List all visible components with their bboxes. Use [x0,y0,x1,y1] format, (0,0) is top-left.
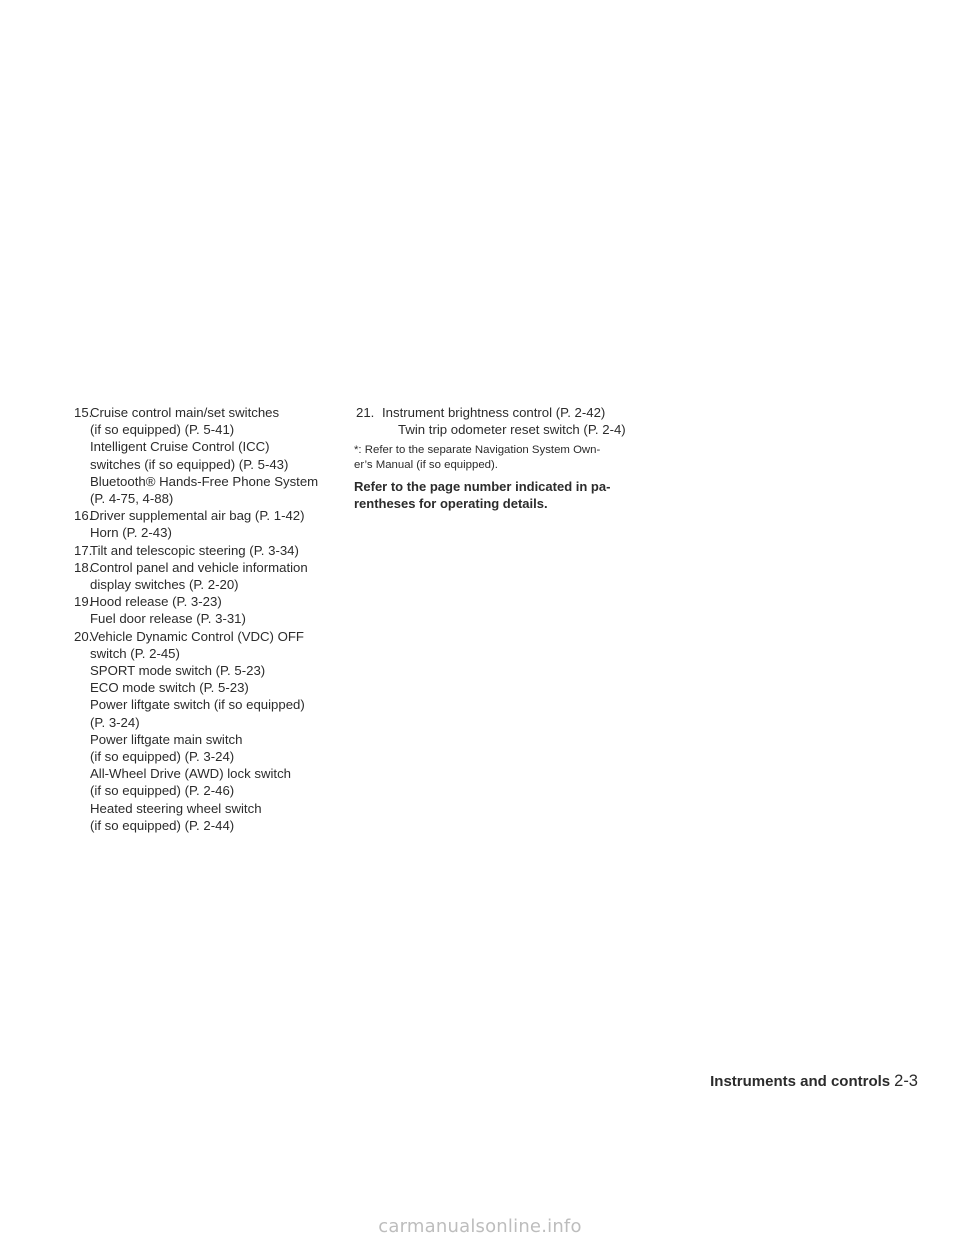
item-number: 20. [74,628,93,644]
note-line: rentheses for operating details. [354,496,548,512]
list-item-16 [74,507,339,541]
item-number: 16. [74,508,93,524]
item-line: (if so equipped) (P. 2-46) [90,783,235,799]
item-line: Control panel and vehicle information [90,559,308,575]
page-number: 2-3 [894,1072,918,1090]
item-line: (P. 3-24) [90,714,140,730]
item-line: Power liftgate switch (if so equipped) [90,697,305,713]
item-line: (if so equipped) (P. 2-44) [90,817,235,833]
item-line: Intelligent Cruise Control (ICC) [90,439,270,455]
item-number: 19. [74,594,93,610]
right-column [354,404,626,512]
item-line: (if so equipped) (P. 5-41) [90,422,235,438]
item-line: Bluetooth® Hands-Free Phone System [90,473,319,489]
item-line: switches (if so equipped) (P. 5-43) [90,456,289,472]
item-line: (if so equipped) (P. 3-24) [90,749,235,765]
list-item-20 [74,628,339,834]
item-number: 18. [74,559,93,575]
item-line: Twin trip odometer reset switch (P. 2-4) [398,422,626,438]
list-item-18 [74,559,339,593]
list-item-21 [354,404,626,438]
note-line: Refer to the page number indicated in pa- [354,479,611,495]
list-item-19 [74,593,339,627]
item-line: Fuel door release (P. 3-31) [90,611,246,627]
item-line: All-Wheel Drive (AWD) lock switch [90,766,292,782]
watermark: carmanualsonline.info [378,1216,582,1237]
item-line: Heated steering wheel switch [90,800,262,816]
item-number: 17. [74,542,93,558]
list-item-15 [74,404,339,507]
footnote-line: *: Refer to the separate Navigation System Own- [354,444,601,457]
item-line: ECO mode switch (P. 5-23) [90,680,249,696]
footnote-line: er’s Manual (if so equipped). [354,458,498,471]
item-line: Horn (P. 2-43) [90,525,172,541]
item-line: Tilt and telescopic steering (P. 3-34) [90,542,299,558]
item-line: (P. 4-75, 4-88) [90,491,174,507]
item-line: Hood release (P. 3-23) [90,594,222,610]
item-line: Instrument brightness control (P. 2-42) [382,405,606,420]
navigation-footnote [354,443,622,472]
item-line: Driver supplemental air bag (P. 1-42) [90,508,305,524]
item-line: Vehicle Dynamic Control (VDC) OFF [90,628,304,644]
left-column [74,404,339,834]
item-number: 21. [356,405,375,420]
section-title: Instruments and controls [710,1073,891,1090]
item-number: 15. [74,405,93,420]
item-line: Power liftgate main switch [90,731,243,747]
item-line: display switches (P. 2-20) [90,577,239,593]
page-reference-note [354,478,622,512]
list-item-17 [74,542,339,559]
item-line: SPORT mode switch (P. 5-23) [90,663,266,679]
page-footer [600,1072,918,1091]
item-line: switch (P. 2-45) [90,645,180,661]
item-line: Cruise control main/set switches [90,405,280,420]
